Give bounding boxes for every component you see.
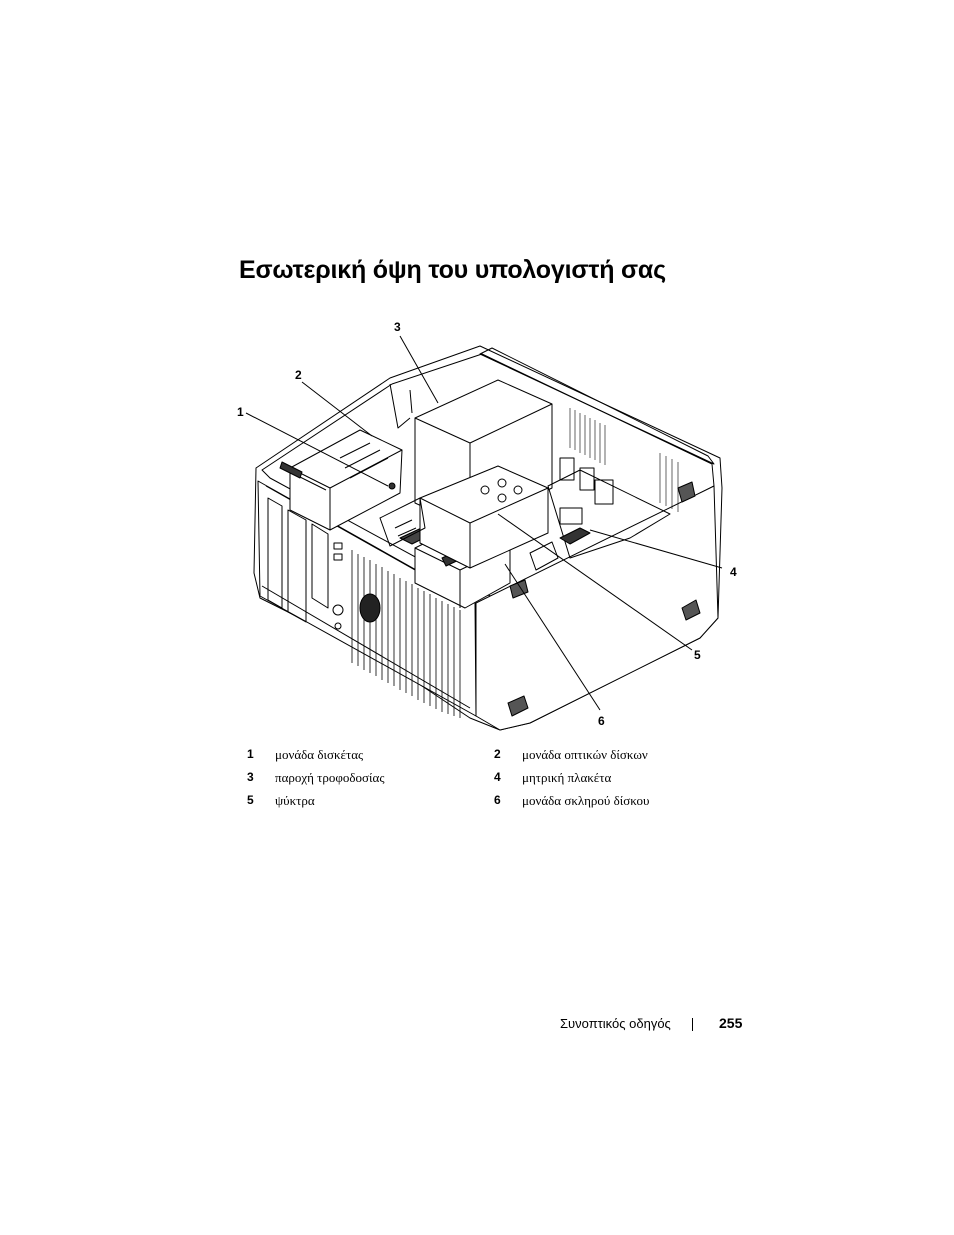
leader-line-2 [302,382,372,436]
footer-separator [692,1018,693,1031]
legend-table [247,747,707,816]
callout-1: 1 [237,405,244,419]
legend-row [247,793,707,816]
legend-number: 6 [494,793,501,807]
callout-3: 3 [394,320,401,334]
footer-section-title: Συνοπτικός οδηγός [560,1016,671,1031]
legend-label: μονάδα σκληρού δίσκου [522,793,650,808]
callout-2: 2 [295,368,302,382]
callout-4: 4 [730,565,737,579]
computer-interior-illustration [230,318,750,738]
legend-label: παροχή τροφοδοσίας [275,770,385,785]
page-title: Εσωτερική όψη του υπολογιστή σας [239,256,666,284]
legend-number: 1 [247,747,254,761]
legend-label: μονάδα οπτικών δίσκων [522,747,648,762]
dell-logo [360,594,380,622]
rear-vents [570,408,678,512]
legend-number: 5 [247,793,254,807]
legend-number: 2 [494,747,501,761]
legend-number: 3 [247,770,254,784]
heat-sink [380,466,548,568]
page-number: 255 [719,1015,743,1031]
legend-number: 4 [494,770,501,784]
legend-row [247,770,707,793]
leader-line-3 [400,336,438,403]
legend-label: ψύκτρα [275,793,315,808]
legend-label: μητρική πλακέτα [522,770,612,785]
callout-6: 6 [598,714,605,728]
callout-5: 5 [694,648,701,662]
legend-row [247,747,707,770]
legend-label: μονάδα δισκέτας [275,747,364,762]
